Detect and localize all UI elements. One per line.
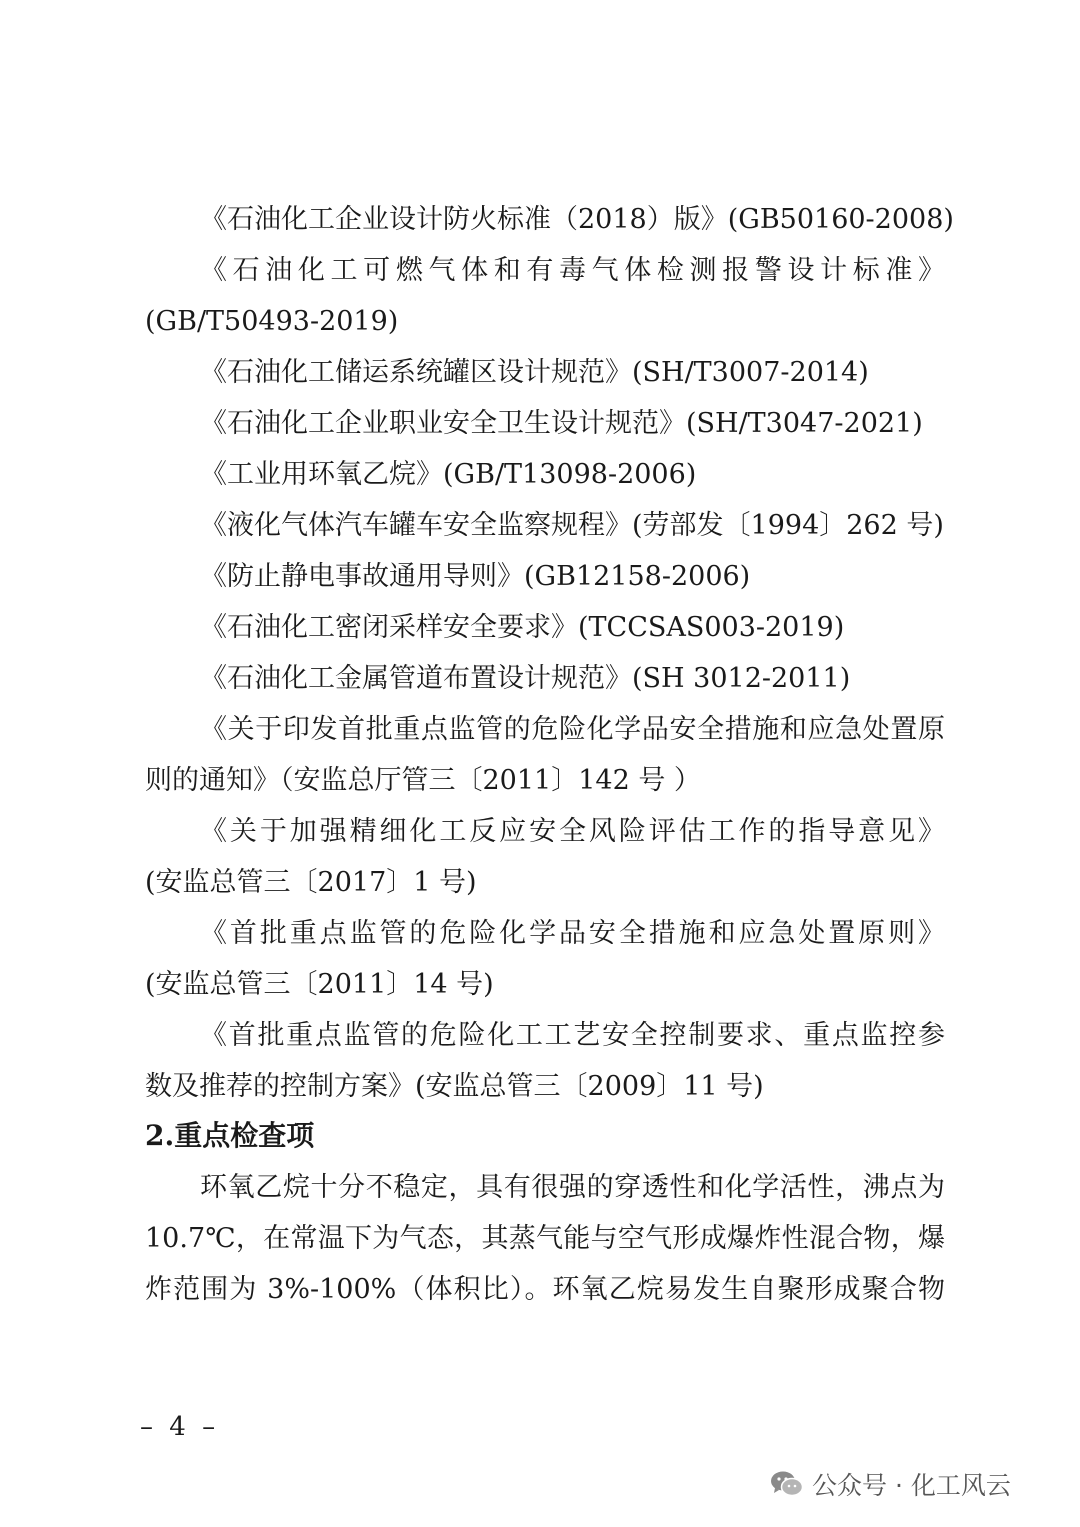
reference-line: 数及推荐的控制方案》(安监总管三〔2009〕11 号)	[145, 1071, 764, 1102]
reference-line: 《石油化工储运系统罐区设计规范》(SH/T3007-2014)	[200, 357, 869, 388]
page-number: – 4 –	[140, 1412, 220, 1442]
reference-line: 《石油化工企业职业安全卫生设计规范》(SH/T3047-2021)	[200, 408, 923, 439]
reference-line: (GB/T50493-2019)	[145, 306, 399, 337]
section-heading: 2.重点检查项	[145, 1119, 315, 1152]
reference-line: 《石油化工可燃气体和有毒气体检测报警设计标准》	[200, 255, 945, 286]
paragraph-line: 炸范围为 3%-100%（体积比）。环氧乙烷易发生自聚形成聚合物	[145, 1274, 945, 1305]
wechat-icon	[770, 1470, 804, 1498]
watermark	[770, 1464, 1011, 1504]
reference-line: 《石油化工金属管道布置设计规范》(SH 3012-2011)	[200, 663, 851, 694]
reference-line: 《关于加强精细化工反应安全风险评估工作的指导意见》	[200, 816, 945, 847]
reference-line: 《首批重点监管的危险化工工艺安全控制要求、重点监控参	[200, 1020, 945, 1051]
reference-line: 则的通知》（安监总厅管三〔2011〕142 号 ）	[145, 765, 701, 796]
reference-line: 《石油化工密闭采样安全要求》(TCCSAS003-2019)	[200, 612, 845, 643]
reference-line: (安监总管三〔2017〕1 号)	[145, 867, 477, 898]
paragraph-line: 10.7℃，在常温下为气态，其蒸气能与空气形成爆炸性混合物，爆	[145, 1223, 945, 1254]
reference-line: (安监总管三〔2011〕14 号)	[145, 969, 494, 1000]
paragraph-line: 环氧乙烷十分不稳定，具有很强的穿透性和化学活性，沸点为	[200, 1172, 945, 1203]
reference-line: 《关于印发首批重点监管的危险化学品安全措施和应急处置原	[200, 714, 945, 745]
reference-line: 《首批重点监管的危险化学品安全措施和应急处置原则》	[200, 918, 945, 949]
reference-line: 《防止静电事故通用导则》(GB12158-2006)	[200, 561, 751, 592]
reference-line: 《液化气体汽车罐车安全监察规程》(劳部发〔1994〕262 号)	[200, 510, 944, 541]
reference-line: 《石油化工企业设计防火标准（2018）版》(GB50160-2008)	[200, 204, 954, 235]
watermark-text: 公众号 · 化工风云	[812, 1471, 1011, 1500]
reference-line: 《工业用环氧乙烷》(GB/T13098-2006)	[200, 459, 697, 490]
